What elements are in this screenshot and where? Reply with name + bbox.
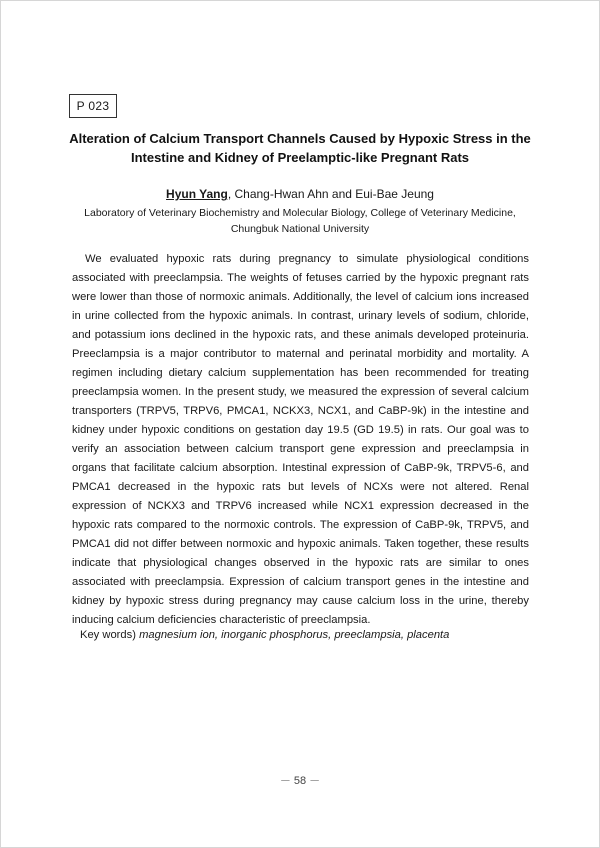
- author-list: [60, 184, 540, 204]
- affiliation-line-2: Chungbuk National University: [230, 223, 370, 235]
- co-authors: , Chang-Hwan Ahn and Eui-Bae Jeung: [227, 187, 434, 201]
- page-number: － 58 －: [279, 775, 321, 787]
- keywords-list: magnesium ion, inorganic phosphorus, preeclampsia, placenta: [139, 629, 450, 641]
- title-line-2: Intestine and Kidney of Preelamptic-like Pregnant Rats: [130, 150, 470, 165]
- title-line-1: Alteration of Calcium Transport Channels Caused by Hypoxic Stress in the: [69, 131, 531, 146]
- keywords: [80, 625, 530, 645]
- abstract-body: We evaluated hypoxic rats during pregnancy to simulate physiological conditions associated with preeclampsia. The weights of fetuses carried by the hypoxic pregnant rats were lower than those of normoxic animals. Additionally, the level of calcium ions increased in urine collected from the hypoxic animals. In contrast, urinary levels of sodium, chloride, and potassium ions declined in the hypoxic rats, and these animals developed proteinuria. Preeclampsia is a major contributor to maternal and perinatal morbidity and mortality. A regimen including dietary calcium supplementation has been recommended for treating preeclampsia women. In the present study, we measured the expression of several calcium transporters (TRPV5, TRPV6, PMCA1, NCKX3, NCX1, and CaBP-9k) in the intestine and kidney under hypoxic conditions on gestation day 19.5 (GD 19.5) in rats. Our goal was to verify an association between calcium transport gene expression and preeclampsia in organs that facilitate calcium absorption. Intestinal expression of CaBP-9k, TRPV5-6, and PMCA1 decreased in the hypoxic rats but levels of NCXs were not altered. Renal expression of NCKX3 and TRPV6 increased while NCX1 expression decreased in the hypoxic rats compared to the normoxic controls. The expression of CaBP-9k, TRPV5, and PMCA1 did not differ between normoxic and hypoxic animals. Taken together, these results indicate that physiological changes observed in the hypoxic rats are similar to ones associated with preeclampsia. Expression of calcium transport genes in the intestine and kidney by hypoxic stress during pregnancy may cause calcium loss in the urine, thereby inducing calcium deficiencies characteristic of preeclampsia.: [72, 253, 529, 626]
- abstract-code-box: P 023: [69, 94, 117, 118]
- keywords-label: Key words): [80, 629, 140, 641]
- affiliation-line-1: Laboratory of Veterinary Biochemistry and Molecular Biology, College of Veterinary Medicine,: [84, 207, 516, 219]
- presenting-author: Hyun Yang: [166, 187, 228, 201]
